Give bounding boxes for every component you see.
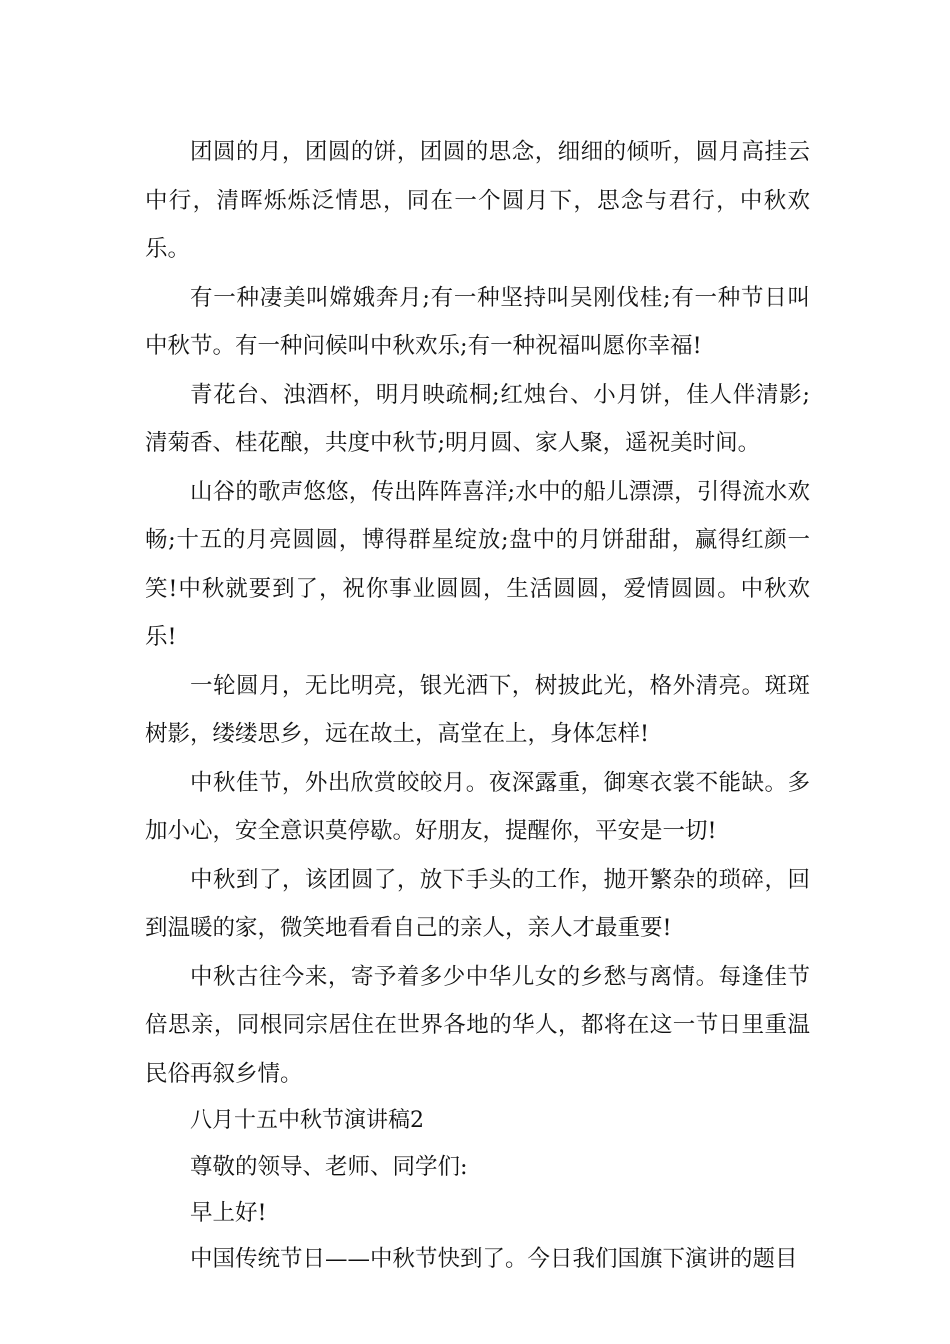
salutation-line: 早上好!	[190, 1200, 267, 1226]
paragraph-5: 一轮圆月，无比明亮，银光洒下，树披此光，格外清亮。斑斑树影，缕缕思乡，远在故土，高堂在上，身体怎样!	[145, 672, 810, 747]
paragraph-3: 青花台、浊酒杯，明月映疏桐;红烛台、小月饼，佳人伴清影;清菊香、桂花酿，共度中秋节;明月圆、家人聚，遥祝美时间。	[145, 381, 810, 456]
paragraph-8: 中秋古往今来，寄予着多少中华儿女的乡愁与离情。每逢佳节倍思亲，同根同宗居住在世界各地的华人，都将在这一节日里重温民俗再叙乡情。	[145, 963, 810, 1087]
paragraph-6: 中秋佳节，外出欣赏皎皎月。夜深露重，御寒衣裳不能缺。多加小心，安全意识莫停歇。好朋友，提醒你，平安是一切!	[145, 769, 810, 844]
paragraph-1: 团圆的月，团圆的饼，团圆的思念，细细的倾听，圆月高挂云中行，清晖烁烁泛情思，同在一个圆月下，思念与君行，中秋欢乐。	[145, 139, 810, 262]
paragraph-2: 有一种凄美叫嫦娥奔月;有一种坚持叫吴刚伐桂;有一种节日叫中秋节。有一种问候叫中秋欢乐;有一种祝福叫愿你幸福!	[145, 284, 810, 359]
greeting-line: 尊敬的领导、老师、同学们:	[190, 1154, 468, 1180]
document-page	[145, 128, 810, 1282]
section-heading: 八月十五中秋节演讲稿2	[190, 1108, 424, 1133]
last-paragraph: 中国传统节日——中秋节快到了。今日我们国旗下演讲的题目	[190, 1246, 798, 1272]
paragraph-7: 中秋到了，该团圆了，放下手头的工作，抛开繁杂的琐碎，回到温暖的家，微笑地看看自己的亲人，亲人才最重要!	[145, 866, 810, 941]
paragraph-4: 山谷的歌声悠悠，传出阵阵喜洋;水中的船儿漂漂，引得流水欢畅;十五的月亮圆圆，博得群星绽放;盘中的月饼甜甜，赢得红颜一笑!中秋就要到了，祝你事业圆圆，生活圆圆，爱情圆圆。中秋欢乐!	[145, 478, 810, 650]
